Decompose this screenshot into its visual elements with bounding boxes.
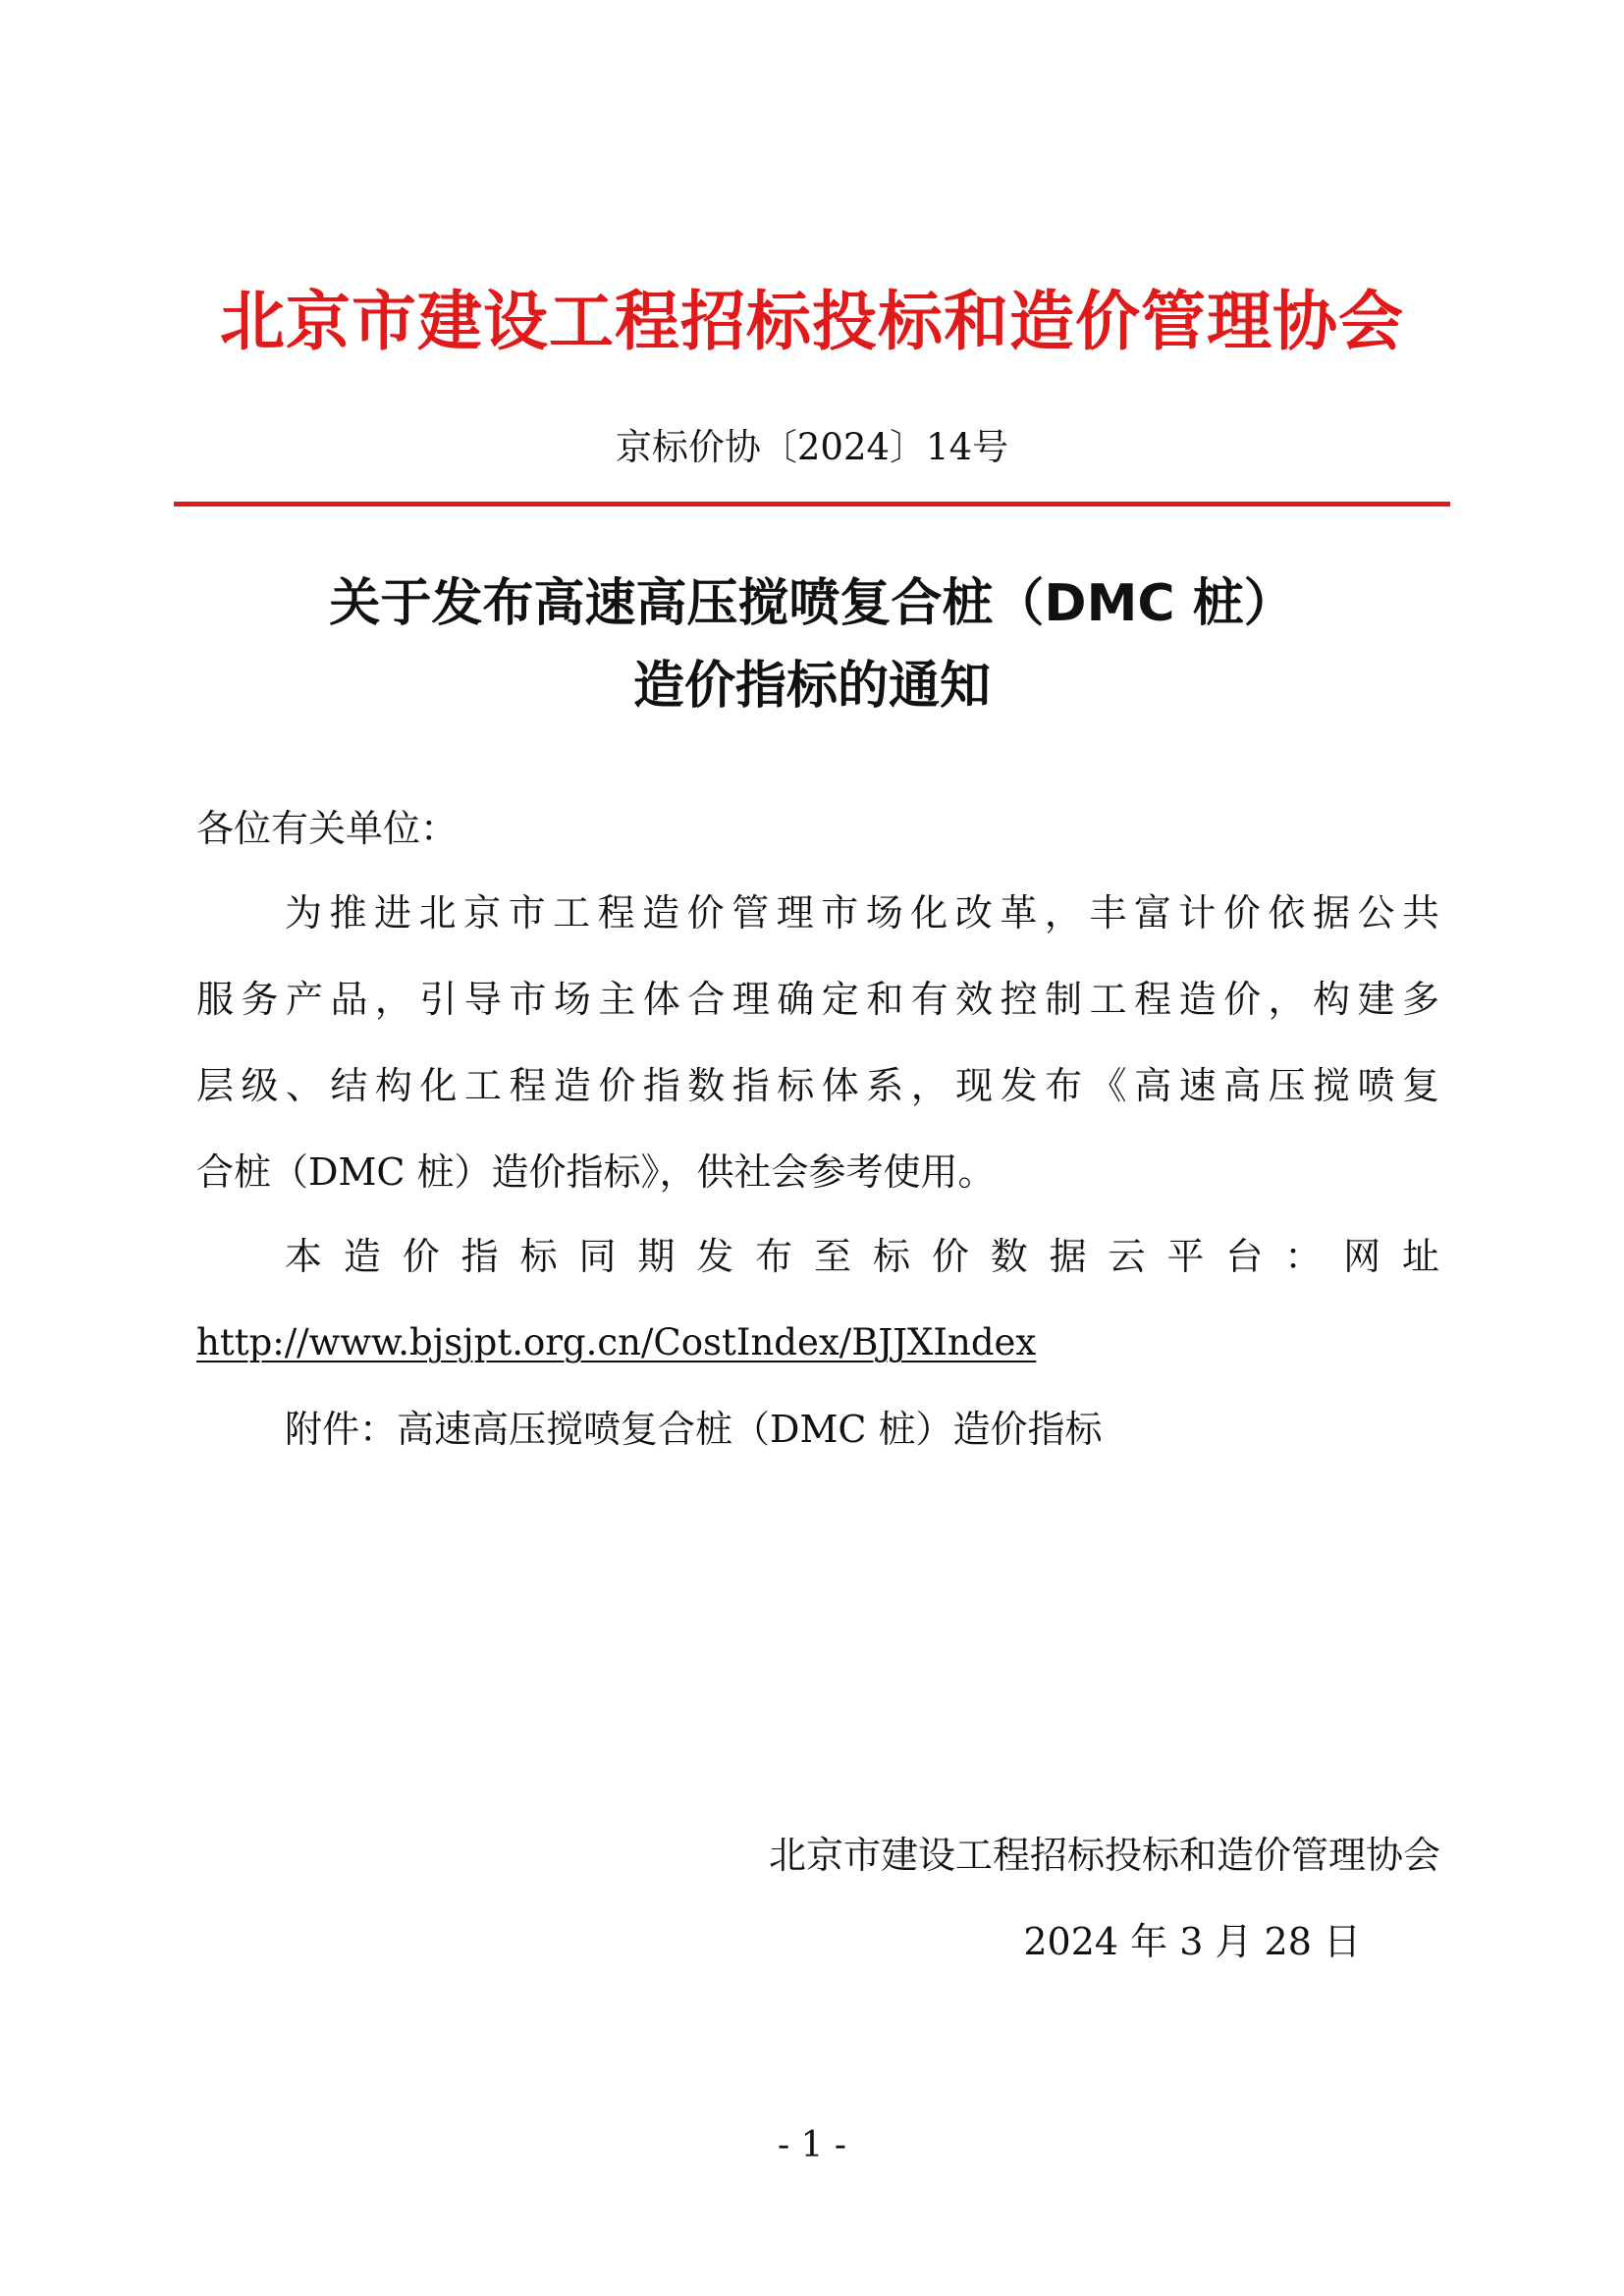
notice-title-line-1: 关于发布高速高压搅喷复合桩（DMC 桩） <box>329 574 1295 633</box>
signature-date: 2024 年 3 月 28 日 <box>1023 1920 1361 1963</box>
red-divider-line <box>174 502 1450 507</box>
platform-url-link[interactable]: http://www.bjsjpt.org.cn/CostIndex/BJJXIndex <box>196 1321 1037 1363</box>
paragraph-1-line-1: 为推进北京市工程造价管理市场化改革，丰富计价依据公共 <box>285 891 1439 934</box>
salutation: 各位有关单位： <box>196 807 459 850</box>
signature-organization: 北京市建设工程招标投标和造价管理协会 <box>768 1834 1440 1877</box>
organization-header: 北京市建设工程招标投标和造价管理协会 <box>220 283 1404 359</box>
paragraph-1-line-3: 层级、结构化工程造价指数指标体系，现发布《高速高压搅喷复 <box>196 1064 1439 1107</box>
paragraph-2-line-1: 本造价指标同期发布至标价数据云平台：网址 <box>285 1235 1439 1278</box>
page-number: - 1 - <box>777 2125 847 2165</box>
notice-title-line-2: 造价指标的通知 <box>632 657 991 716</box>
paragraph-1-line-4: 合桩（DMC 桩）造价指标》，供社会参考使用。 <box>196 1150 996 1194</box>
paragraph-1-line-2: 服务产品，引导市场主体合理确定和有效控制工程造价，构建多 <box>196 978 1439 1021</box>
document-number: 京标价协〔2024〕14号 <box>615 426 1009 468</box>
attachment-line: 附件：高速高压搅喷复合桩（DMC 桩）造价指标 <box>285 1408 1103 1451</box>
url-line <box>196 1315 1036 1370</box>
